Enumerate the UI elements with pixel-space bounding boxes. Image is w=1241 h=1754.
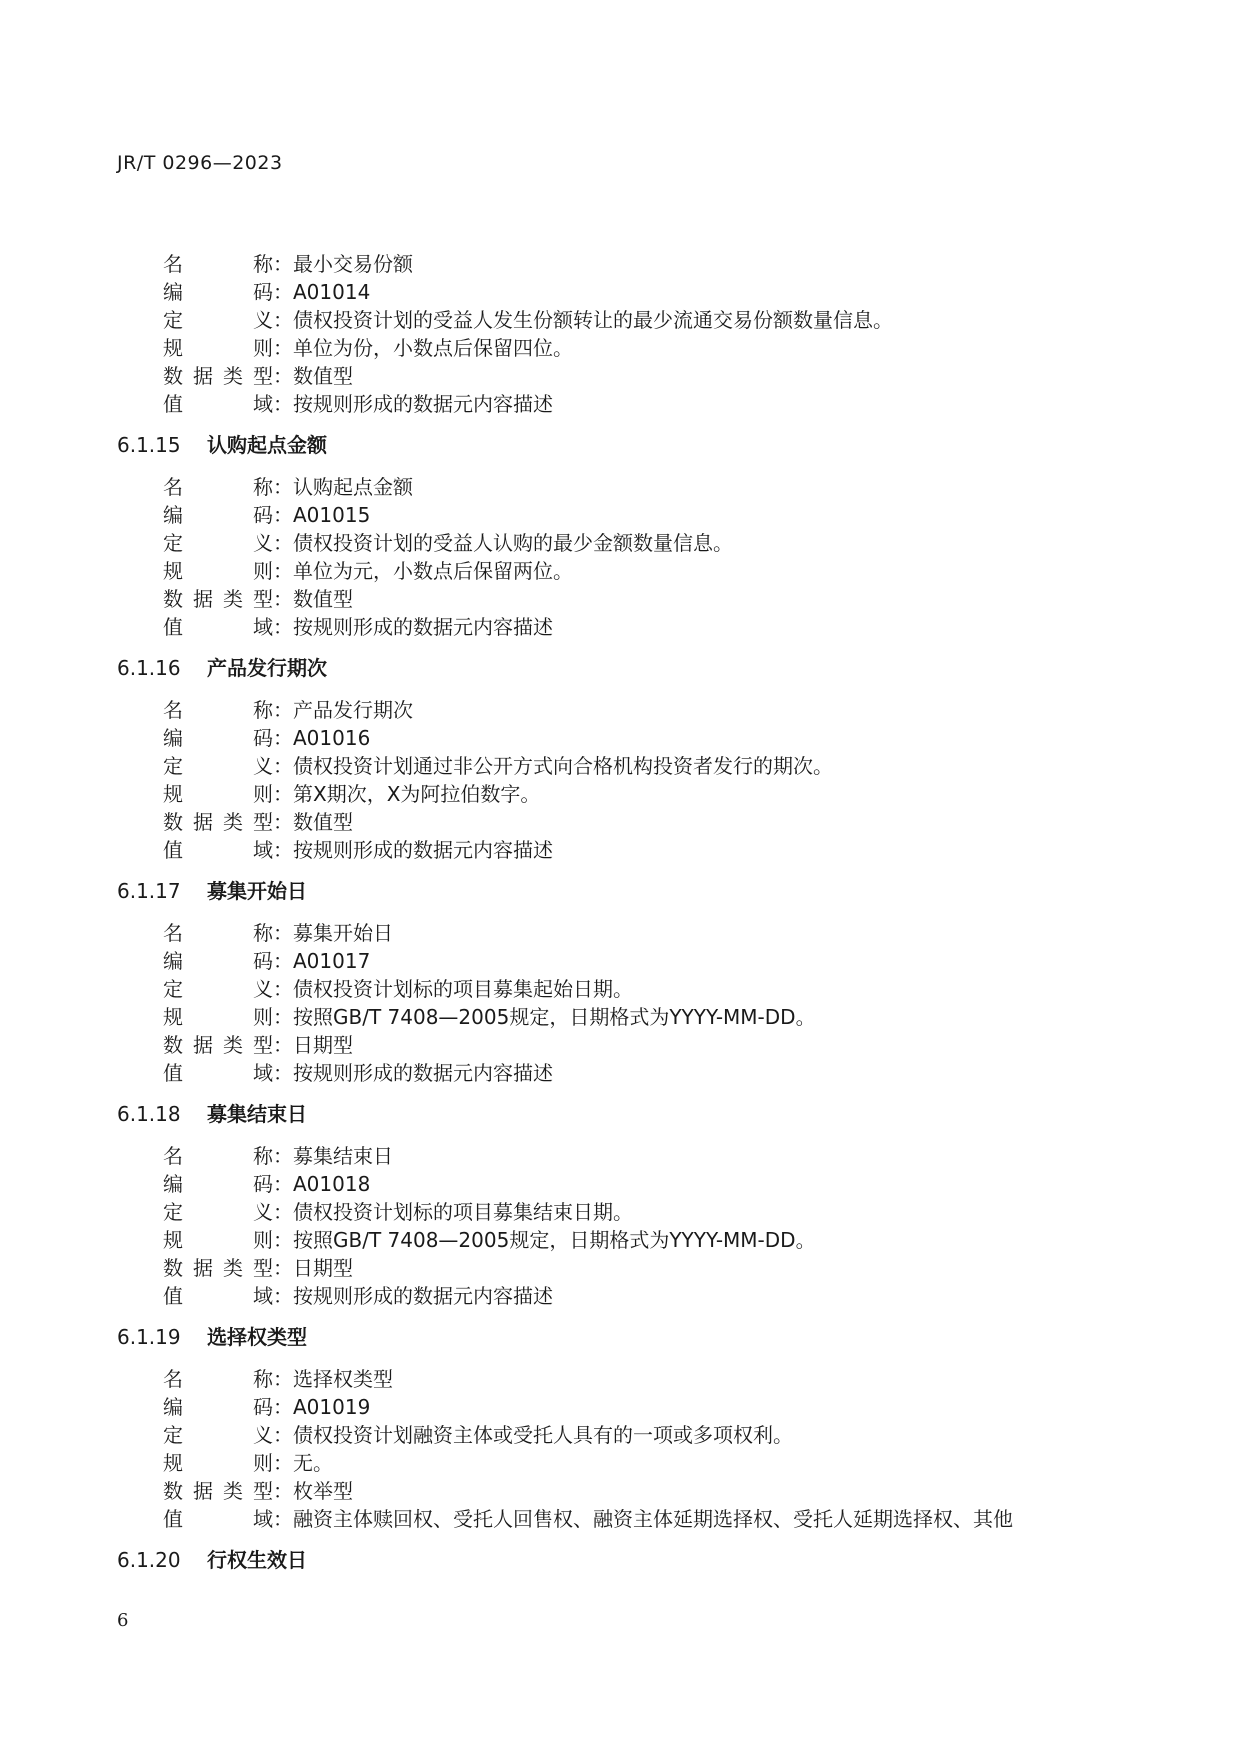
field-row: 名称：募集开始日 <box>163 921 393 945</box>
field-label: 值域 <box>163 838 273 862</box>
field-row: 定义：债权投资计划融资主体或受托人具有的一项或多项权利。 <box>163 1423 793 1447</box>
field-value: 单位为元，小数点后保留两位。 <box>293 559 573 583</box>
field-value: 按照GB/T 7408—2005规定，日期格式为YYYY-MM-DD。 <box>293 1005 816 1029</box>
field-value: 日期型 <box>293 1033 353 1057</box>
section-title: 行权生效日 <box>207 1548 307 1572</box>
field-value: A01014 <box>293 280 371 304</box>
field-label: 名称 <box>163 1367 273 1391</box>
field-label: 定义 <box>163 308 273 332</box>
section-heading <box>117 430 327 460</box>
field-value: 债权投资计划融资主体或受托人具有的一项或多项权利。 <box>293 1423 793 1447</box>
field-row: 值域：按规则形成的数据元内容描述 <box>163 615 553 639</box>
field-row: 值域：按规则形成的数据元内容描述 <box>163 392 553 416</box>
section-heading <box>117 1545 307 1575</box>
field-value: 最小交易份额 <box>293 252 413 276</box>
field-value: 按规则形成的数据元内容描述 <box>293 1284 553 1308</box>
section-title: 募集开始日 <box>207 879 307 903</box>
field-label: 规则 <box>163 1005 273 1029</box>
field-row: 规则：按照GB/T 7408—2005规定，日期格式为YYYY-MM-DD。 <box>163 1228 816 1252</box>
standard-code: JR/T 0296—2023 <box>117 152 283 174</box>
page-number: 6 <box>117 1610 129 1631</box>
field-row: 名称：产品发行期次 <box>163 698 413 722</box>
section-title: 产品发行期次 <box>207 656 327 680</box>
field-value: 按照GB/T 7408—2005规定，日期格式为YYYY-MM-DD。 <box>293 1228 816 1252</box>
field-label: 规则 <box>163 1228 273 1252</box>
field-row: 规则：单位为份，小数点后保留四位。 <box>163 336 573 360</box>
field-label: 定义 <box>163 1200 273 1224</box>
field-value: 第X期次，X为阿拉伯数字。 <box>293 782 541 806</box>
field-label: 值域 <box>163 1284 273 1308</box>
field-label: 编码 <box>163 949 273 973</box>
field-label: 编码 <box>163 503 273 527</box>
field-value: A01019 <box>293 1395 371 1419</box>
field-value: 数值型 <box>293 587 353 611</box>
section-title: 选择权类型 <box>207 1325 307 1349</box>
field-value: 募集开始日 <box>293 921 393 945</box>
field-row: 值域：按规则形成的数据元内容描述 <box>163 1061 553 1085</box>
field-row: 编码：A01017 <box>163 949 371 973</box>
field-value: 无。 <box>293 1451 333 1475</box>
field-row: 规则：第X期次，X为阿拉伯数字。 <box>163 782 541 806</box>
field-value: 认购起点金额 <box>293 475 413 499</box>
field-label: 编码 <box>163 1172 273 1196</box>
field-value: 枚举型 <box>293 1479 353 1503</box>
field-row: 编码：A01016 <box>163 726 371 750</box>
field-label: 名称 <box>163 921 273 945</box>
field-label: 数据类型 <box>163 1256 273 1280</box>
field-value: 按规则形成的数据元内容描述 <box>293 1061 553 1085</box>
field-value: A01016 <box>293 726 371 750</box>
field-row: 规则：单位为元，小数点后保留两位。 <box>163 559 573 583</box>
section-number: 6.1.17 <box>117 879 181 903</box>
field-value: 按规则形成的数据元内容描述 <box>293 615 553 639</box>
field-row: 值域：融资主体赎回权、受托人回售权、融资主体延期选择权、受托人延期选择权、其他 <box>163 1507 1013 1531</box>
section-number: 6.1.19 <box>117 1325 181 1349</box>
field-label: 规则 <box>163 336 273 360</box>
section-heading <box>117 1322 307 1352</box>
field-label: 名称 <box>163 252 273 276</box>
field-label: 数据类型 <box>163 1033 273 1057</box>
field-label: 数据类型 <box>163 587 273 611</box>
field-row: 编码：A01019 <box>163 1395 371 1419</box>
field-label: 值域 <box>163 615 273 639</box>
section-number: 6.1.15 <box>117 433 181 457</box>
field-value: 日期型 <box>293 1256 353 1280</box>
field-label: 定义 <box>163 1423 273 1447</box>
field-value: 按规则形成的数据元内容描述 <box>293 838 553 862</box>
field-value: A01015 <box>293 503 371 527</box>
field-value: 债权投资计划标的项目募集结束日期。 <box>293 1200 633 1224</box>
field-row: 值域：按规则形成的数据元内容描述 <box>163 838 553 862</box>
field-label: 数据类型 <box>163 364 273 388</box>
field-label: 数据类型 <box>163 810 273 834</box>
field-label: 名称 <box>163 1144 273 1168</box>
field-label: 编码 <box>163 280 273 304</box>
field-value: A01018 <box>293 1172 371 1196</box>
field-value: 债权投资计划的受益人认购的最少金额数量信息。 <box>293 531 733 555</box>
field-row: 值域：按规则形成的数据元内容描述 <box>163 1284 553 1308</box>
section-number: 6.1.18 <box>117 1102 181 1126</box>
field-row: 数据类型：数值型 <box>163 587 353 611</box>
field-row: 定义：债权投资计划的受益人认购的最少金额数量信息。 <box>163 531 733 555</box>
field-value: 融资主体赎回权、受托人回售权、融资主体延期选择权、受托人延期选择权、其他 <box>293 1507 1013 1531</box>
field-row: 数据类型：日期型 <box>163 1256 353 1280</box>
field-label: 值域 <box>163 1507 273 1531</box>
field-label: 编码 <box>163 1395 273 1419</box>
field-value: 数值型 <box>293 364 353 388</box>
field-row: 编码：A01014 <box>163 280 371 304</box>
field-value: A01017 <box>293 949 371 973</box>
field-row: 名称：选择权类型 <box>163 1367 393 1391</box>
field-label: 定义 <box>163 531 273 555</box>
field-row: 编码：A01015 <box>163 503 371 527</box>
field-row: 定义：债权投资计划标的项目募集起始日期。 <box>163 977 633 1001</box>
field-label: 名称 <box>163 475 273 499</box>
field-label: 编码 <box>163 726 273 750</box>
section-number: 6.1.16 <box>117 656 181 680</box>
field-row: 数据类型：日期型 <box>163 1033 353 1057</box>
field-label: 值域 <box>163 1061 273 1085</box>
field-label: 规则 <box>163 782 273 806</box>
field-value: 数值型 <box>293 810 353 834</box>
field-row: 定义：债权投资计划的受益人发生份额转让的最少流通交易份额数量信息。 <box>163 308 893 332</box>
field-value: 单位为份，小数点后保留四位。 <box>293 336 573 360</box>
field-label: 定义 <box>163 754 273 778</box>
field-value: 募集结束日 <box>293 1144 393 1168</box>
field-value: 按规则形成的数据元内容描述 <box>293 392 553 416</box>
field-row: 名称：募集结束日 <box>163 1144 393 1168</box>
field-row: 规则：按照GB/T 7408—2005规定，日期格式为YYYY-MM-DD。 <box>163 1005 816 1029</box>
field-label: 规则 <box>163 559 273 583</box>
field-value: 债权投资计划标的项目募集起始日期。 <box>293 977 633 1001</box>
section-heading <box>117 1099 307 1129</box>
field-label: 值域 <box>163 392 273 416</box>
field-row: 定义：债权投资计划标的项目募集结束日期。 <box>163 1200 633 1224</box>
section-title: 募集结束日 <box>207 1102 307 1126</box>
field-row: 编码：A01018 <box>163 1172 371 1196</box>
field-value: 选择权类型 <box>293 1367 393 1391</box>
field-row: 数据类型：数值型 <box>163 364 353 388</box>
field-label: 数据类型 <box>163 1479 273 1503</box>
field-row: 数据类型：数值型 <box>163 810 353 834</box>
field-value: 债权投资计划的受益人发生份额转让的最少流通交易份额数量信息。 <box>293 308 893 332</box>
field-row: 定义：债权投资计划通过非公开方式向合格机构投资者发行的期次。 <box>163 754 833 778</box>
section-heading <box>117 653 327 683</box>
field-row: 规则：无。 <box>163 1451 333 1475</box>
section-heading <box>117 876 307 906</box>
field-row: 名称：最小交易份额 <box>163 252 413 276</box>
section-title: 认购起点金额 <box>207 433 327 457</box>
field-value: 债权投资计划通过非公开方式向合格机构投资者发行的期次。 <box>293 754 833 778</box>
field-row: 名称：认购起点金额 <box>163 475 413 499</box>
section-number: 6.1.20 <box>117 1548 181 1572</box>
field-label: 名称 <box>163 698 273 722</box>
field-value: 产品发行期次 <box>293 698 413 722</box>
field-row: 数据类型：枚举型 <box>163 1479 353 1503</box>
field-label: 规则 <box>163 1451 273 1475</box>
field-label: 定义 <box>163 977 273 1001</box>
